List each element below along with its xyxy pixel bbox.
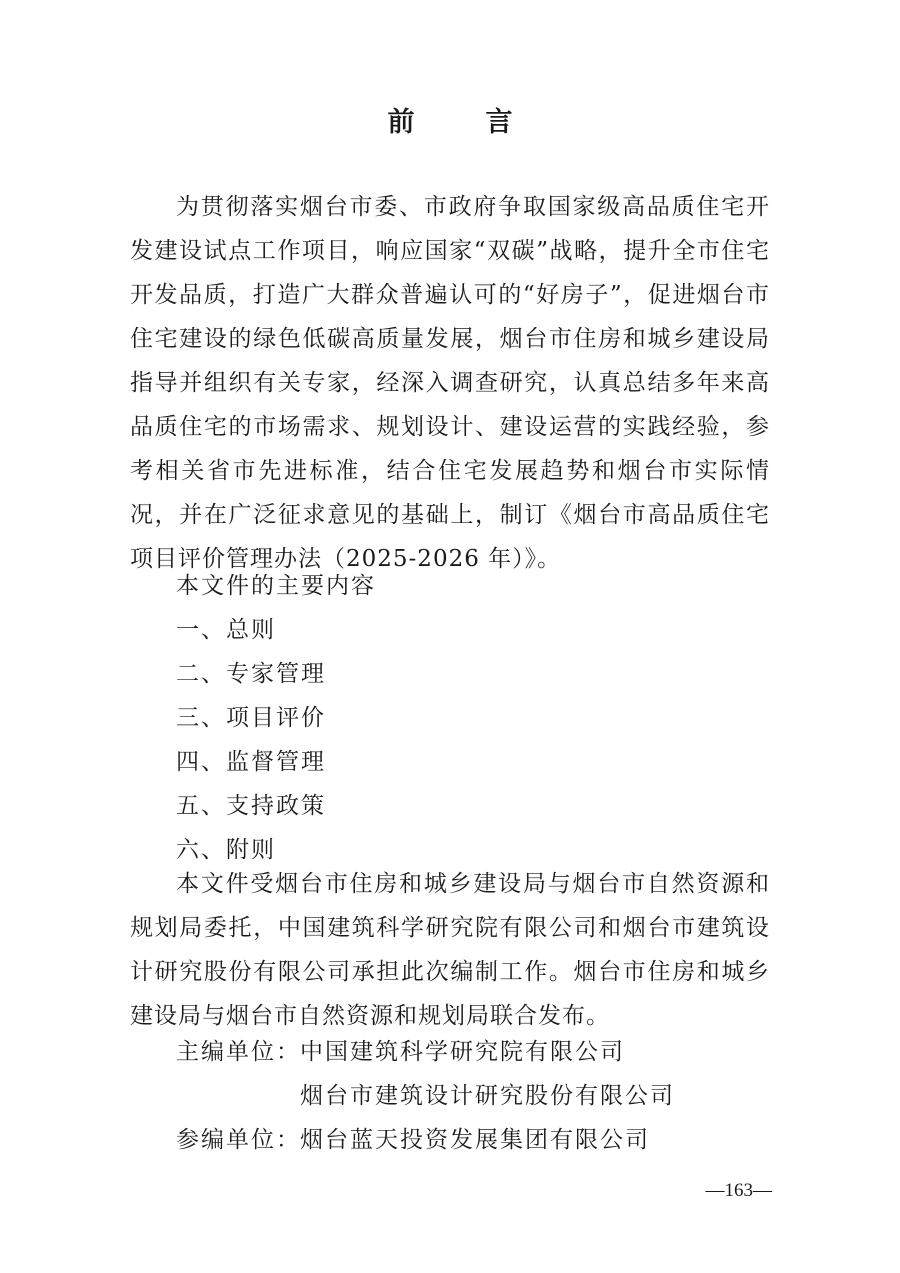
chief-editor-name: 中国建筑科学研究院有限公司 bbox=[300, 1039, 625, 1065]
co-editor-label: 参编单位： bbox=[176, 1127, 301, 1153]
list-item: 五、支持政策 bbox=[176, 793, 326, 819]
contents-intro-text: 本文件的主要内容 bbox=[176, 573, 376, 599]
chief-editor-row bbox=[176, 1074, 675, 1118]
commission-paragraph: 本文件受烟台市住房和城乡建设局与烟台市自然资源和规划局委托，中国建筑科学研究院有限公司和烟台市建筑设计研究股份有限公司承担此次编制工作。烟台市住房和城乡建设局与烟台市自然资源和规划局联合发布。 bbox=[130, 871, 770, 1029]
list-item: 四、监督管理 bbox=[176, 749, 326, 775]
preface-paragraph: 为贯彻落实烟台市委、市政府争取国家级高品质住宅开发建设试点工作项目，响应国家“双碳”战略，提升全市住宅开发品质，打造广大群众普遍认可的“好房子”，促进烟台市住宅建设的绿色低碳高质量发展，烟台市住房和城乡建设局指导并组织有关专家，经深入调查研究，认真总结多年来高品质住宅的市场需求、规划设计、建设运营的实践经验，参考相关省市先进标准，结合住宅发展趋势和烟台市实际情况，并在广泛征求意见的基础上，制订《烟台市高品质住宅项目评价管理办法（2025-2026 年）》。 bbox=[130, 194, 770, 572]
co-editor-row bbox=[176, 1118, 675, 1162]
contents-list bbox=[176, 608, 326, 872]
chief-editor-row bbox=[176, 1030, 675, 1074]
chief-editor-label: 主编单位： bbox=[176, 1039, 301, 1065]
list-item: 二、专家管理 bbox=[176, 661, 326, 687]
page-title: 前 言 bbox=[387, 107, 535, 138]
co-editor-name: 烟台蓝天投资发展集团有限公司 bbox=[300, 1127, 650, 1153]
list-item: 六、附则 bbox=[176, 837, 276, 863]
editing-units bbox=[176, 1030, 675, 1162]
contents-intro bbox=[176, 564, 376, 608]
page-number: —163— bbox=[705, 1180, 772, 1201]
list-item: 一、总则 bbox=[176, 617, 276, 643]
chief-editor-name: 烟台市建筑设计研究股份有限公司 bbox=[300, 1083, 675, 1109]
list-item: 三、项目评价 bbox=[176, 705, 326, 731]
